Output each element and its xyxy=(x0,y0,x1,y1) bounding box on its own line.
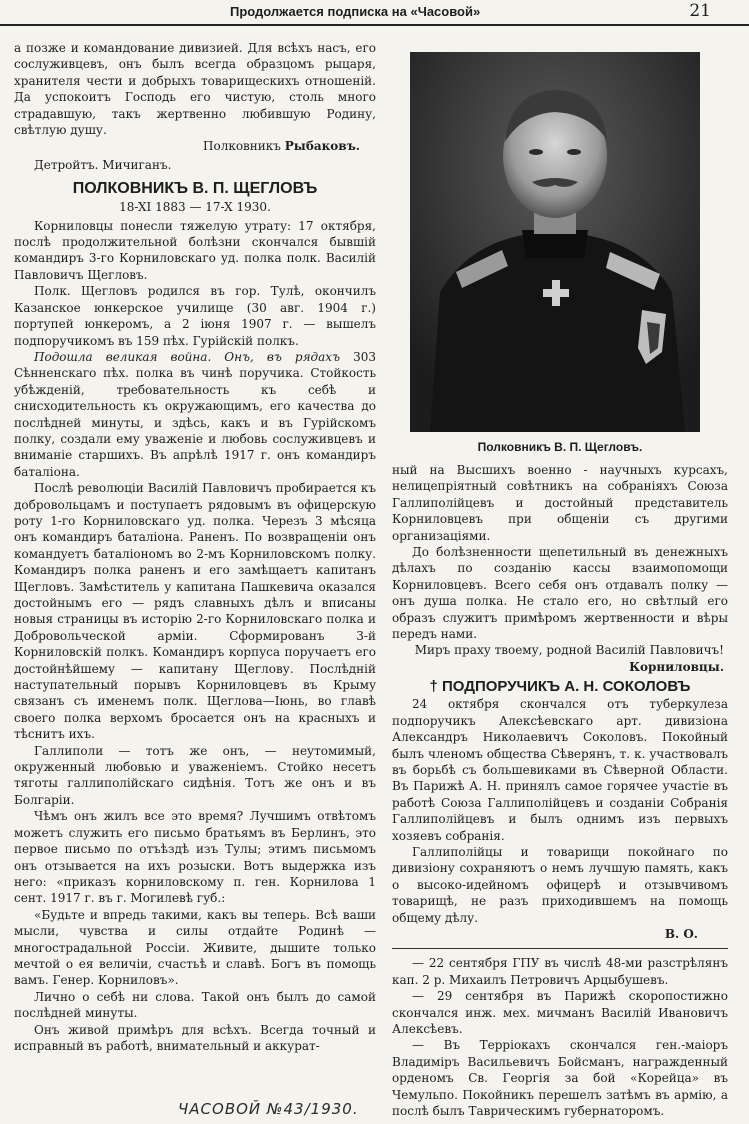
obituary-paragraph: Лично о себѣ ни слова. Такой онъ былъ до самой послѣдней минуты. xyxy=(14,989,376,1021)
running-header xyxy=(0,0,749,26)
obituary-paragraph: Галлиполійцы и товарищи покойнаго по дивизіону сохраняютъ о немъ лучшую память, какъ о высоко-идейномъ офицерѣ и отзывчивомъ товарищѣ, не разъ приходившемъ на помощь общему дѣлу. xyxy=(392,844,728,925)
obituary-paragraph: Чѣмъ онъ жилъ все это время? Лучшимъ отвѣтомъ можетъ служить его письмо братьямъ въ Берлинъ, это первое письмо по отъѣздѣ изъ Тулы; этимъ письмомъ онъ отзывается на ихъ розыски. Вотъ выдержка изъ него: «приказъ корниловскому п. ген. Корнилова 1 сент. 1917 г. въ г. Могилевѣ губ.: xyxy=(14,809,376,906)
farewell-line: Миръ праху твоему, родной Василій Павловичъ! xyxy=(414,643,724,658)
portrait-silhouette xyxy=(410,52,700,432)
continuation-paragraph: ный на Высшихъ военно - научныхъ курсахъ, нелицепріятный совѣтникъ на собраніяхъ Союза Галлиполійцевъ и достойный представитель Корниловцевъ при общеніи съ другими организаціями. xyxy=(392,463,728,543)
obituary-paragraph: Онъ живой примѣръ для всѣхъ. Всегда точный и исправный въ работѣ, внимательный и аккурат- xyxy=(14,1022,376,1053)
shcheglov-life-dates: 18-XI 1883 — 17-X 1930. xyxy=(119,200,271,215)
brief-notice: — 29 сентября въ Парижѣ скоропостижно скончался инж. мех. мичманъ Василій Ивановичъ Алексѣевъ. xyxy=(392,989,728,1036)
obituary-paragraph: До болѣзненности щепетильный въ денежныхъ дѣлахъ по созданію кассы взаимопомощи Корниловцевъ. Всего себя онъ отдавалъ полку — онъ душа полка. Не стало его, но свѣтлый его образъ служитъ примѣромъ жертвенности и вѣры передъ нами. xyxy=(392,545,728,642)
obituary-paragraph xyxy=(14,349,376,480)
shcheglov-obituary-heading: ПОЛКОВНИКЪ В. П. ЩЕГЛОВЪ xyxy=(72,180,318,198)
author-initials: В. О. xyxy=(664,926,698,941)
italic-lead: Подошла великая война. Онъ, въ рядахъ xyxy=(34,349,341,364)
place-line: Детройтъ. Мичиганъ. xyxy=(34,157,172,172)
obituary-paragraph: Корниловцы понесли тяжелую утрату: 17 октября, послѣ продолжительной болѣзни скончался бывшій командиръ 3-го Корниловскаго уд. полка полк. Василій Павловичъ Щегловъ. xyxy=(14,218,376,282)
page-number: 21 xyxy=(689,1,711,21)
obituary-paragraph: Послѣ революціи Василій Павловичъ пробирается къ добровольцамъ и поступаетъ рядовымъ въ офицерскую роту 1-го Корниловскаго уд. полка. Черезъ 3 мѣсяца онъ командиръ баталіона. Раненъ. По возвращеніи онъ командуетъ баталіономъ во 2-мъ Корниловскомъ полку. Командиръ полка раненъ и его замѣщаетъ капитанъ Щегловъ. Замѣститель у капитана Пашкевича оказался достойнымъ его — рядъ славныхъ дѣлъ и вписаны новыя страницы въ исторію 2-го Корниловскаго полка и Добровольческой арміи. Сформированъ 3-й Корниловскій полкъ. Командиръ корпуса поручаетъ его достойнѣйшему — капитану Щеглову. Послѣдній наступательный порывъ Корниловцевъ въ Крыму связанъ съ именемъ полк. Щеглова—Іюнь, во главѣ своего полка верхомъ бросается онъ на красныхъ и тѣснитъ ихъ. xyxy=(14,481,376,742)
left-column xyxy=(14,40,376,1054)
kornilov-quote: «Будьте и впредь такими, какъ вы теперь. Всѣ ваши мысли, чувства и силы отдайте Родинѣ — многострадальной Россіи. Живите, дышите только мечтой о ея величіи, счастьѣ и славѣ. Богъ въ помощь вамъ. Генер. Корниловъ». xyxy=(14,907,376,988)
handwritten-annotation: ЧАСОВОЙ №43/1930. xyxy=(178,1100,359,1118)
kornilovtsy-signature: Корниловцы. xyxy=(629,659,724,674)
obituary-paragraph: Полк. Щегловъ родился въ гор. Тулѣ, окончилъ Казанское юнкерское училище (30 авг. 1904 г.) портупей юнкеромъ, а 2 іюня 1907 г. — вышелъ подпоручикомъ въ 159 пѣх. Гурійскій полкъ. xyxy=(14,284,376,348)
sokolov-obituary-heading: † ПОДПОРУЧИКЪ А. Н. СОКОЛОВЪ xyxy=(429,678,691,696)
brief-notice: — 22 сентября ГПУ въ числѣ 48-ми разстрѣлянъ кап. 2 р. Михаилъ Петровичъ Арцыбушевъ. xyxy=(392,956,728,987)
portrait-photo xyxy=(410,52,700,432)
signature-name: Рыбаковъ. xyxy=(284,139,360,154)
photo-caption: Полковникъ В. П. Щегловъ. xyxy=(477,440,643,454)
brief-notice: — Въ Терріокахъ скончался ген.-маіоръ Владиміръ Васильевичъ Бойсманъ, награжденный орденомъ Св. Георгія за бой «Корейца» въ Чемульпо. Покойникъ перешелъ затѣмъ въ армію, а послѣ былъ Таврическимъ губернаторомъ. xyxy=(392,1038,728,1119)
signature-rank: Полковникъ xyxy=(203,139,281,154)
obituary-paragraph: Галлиполи — тотъ же онъ, — неутомимый, окруженный любовью и уваженіемъ. Стойко несетъ тяготы галлиполійскаго сидѣнія. Тотъ же онъ и въ Болгаріи. xyxy=(14,743,376,807)
paragraph-text: 303 Сѣнненскаго пѣх. полка въ чинѣ поручика. Стойкость убѣжденій, требовательность къ себѣ и снисходительность къ окружающимъ, его качества до послѣдней минуты, и здѣсь, какъ и въ Гурійскомъ полку, создали ему уваженіе и любовь сослуживцевъ и вниманіе старшихъ. Въ апрѣлѣ 1917 г. онъ командиръ баталіона. xyxy=(14,349,376,479)
rybakov-signature xyxy=(14,138,360,154)
right-column xyxy=(392,462,728,1119)
running-title: Продолжается подписка на «Часовой» xyxy=(230,4,481,19)
obituary-paragraph: 24 октября скончался отъ туберкулеза подпоручикъ Алексѣевскаго арт. дивизіона Александръ Николаевичъ Соколовъ. Покойный былъ членомъ общества Сѣверянъ, т. к. участвовалъ въ борьбѣ съ большевиками въ Сѣверной Области. Въ Парижѣ А. Н. принялъ самое горячее участіе въ работѣ Союза Галлиполійцевъ и созданіи Собранія Галлиполійцевъ и былъ однимъ изъ первыхъ хозяевъ собранія. xyxy=(392,697,728,843)
section-divider xyxy=(392,948,728,949)
intro-paragraph: а позже и командование дивизией. Для всѣхъ насъ, его сослуживцевъ, онъ былъ всегда образцомъ рыцаря, хранителя чести и добрыхъ товарищескихъ отношеній. Да успокоитъ Господь его чистую, столь много страдавшую, такъ жертвенно любившую Родину, свѣтлую душу. xyxy=(14,41,376,138)
